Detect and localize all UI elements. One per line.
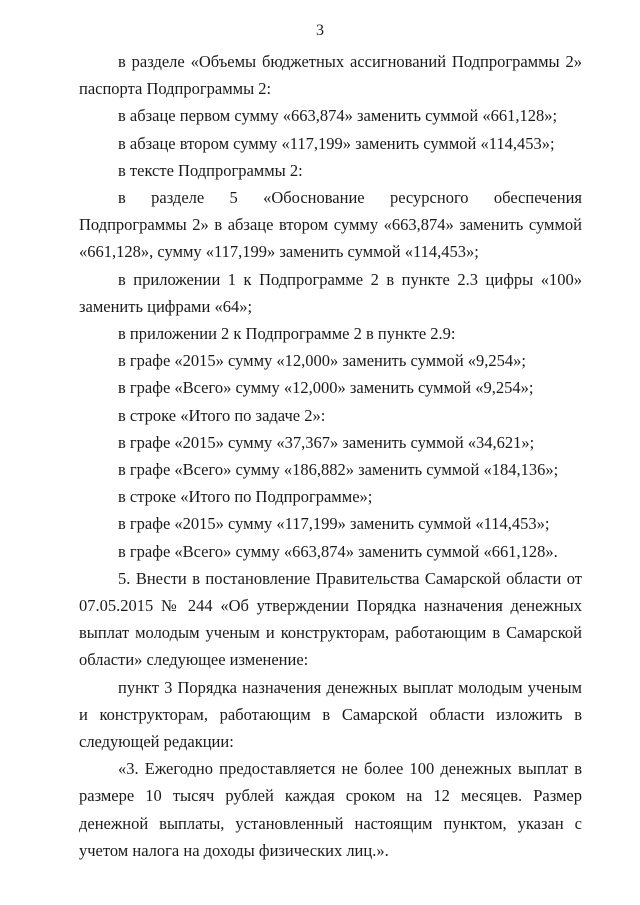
page-number: 3 <box>316 22 324 39</box>
paragraph-column-total-c: в графе «Всего» сумму «663,874» заменить суммой «661,128». <box>118 541 558 561</box>
paragraph-column-2015-b: в графе «2015» сумму «37,367» заменить суммой «34,621»; <box>118 432 535 452</box>
paragraph-row-subprogram-total: в строке «Итого по Подпрограмме»; <box>118 487 373 507</box>
paragraph-row-task-2: в строке «Итого по задаче 2»: <box>118 405 326 425</box>
paragraph-second-abzac: в абзаце втором сумму «117,199» заменить суммой «114,453»; <box>118 133 555 153</box>
paragraph-first-abzac: в абзаце первом сумму «663,874» заменить суммой «661,128»; <box>118 106 558 126</box>
paragraph-point-3: пункт 3 Порядка назначения денежных выплат молодым ученым и конструкторам, работающим в Самарской области изложить в следующей редакции: <box>79 677 582 752</box>
paragraph-column-total-a: в графе «Всего» сумму «12,000» заменить суммой «9,254»; <box>118 378 534 398</box>
paragraph-column-total-b: в графе «Всего» сумму «186,882» заменить суммой «184,136»; <box>118 460 559 480</box>
paragraph-subprogram-text: в тексте Подпрограммы 2: <box>118 160 303 180</box>
paragraph-appendix-2: в приложении 2 к Подпрограмме 2 в пункте 2.9: <box>118 324 456 344</box>
paragraph-appendix-1: в приложении 1 к Подпрограмме 2 в пункте 2.3 цифры «100» заменить цифрами «64»; <box>79 269 582 316</box>
document-body <box>79 48 582 864</box>
paragraph-budget-section: в разделе «Объемы бюджетных ассигнований Подпрограммы 2» паспорта Подпрограммы 2: <box>79 52 582 99</box>
paragraph-column-2015-a: в графе «2015» сумму «12,000» заменить суммой «9,254»; <box>118 351 526 371</box>
paragraph-column-2015-c: в графе «2015» сумму «117,199» заменить суммой «114,453»; <box>118 514 550 534</box>
paragraph-section-5: в разделе 5 «Обоснование ресурсного обеспечения Подпрограммы 2» в абзаце втором сумму «663,874» заменить суммой «661,128», сумму «117,199» заменить суммой «114,453»; <box>79 188 582 262</box>
paragraph-quoted-point-3: «3. Ежегодно предоставляется не более 100 денежных выплат в размере 10 тысяч рублей каждая сроком на 12 месяцев. Размер денежной выплаты, установленный настоящим пунктом, указан с учетом налога на доходы физических лиц.». <box>79 759 582 860</box>
paragraph-item-5: 5. Внести в постановление Правительства Самарской области от 07.05.2015 № 244 «Об утверждении Порядка назначения денежных выплат молодым ученым и конструкторам, работающим в Самарской области» следующее изменение: <box>79 568 582 670</box>
